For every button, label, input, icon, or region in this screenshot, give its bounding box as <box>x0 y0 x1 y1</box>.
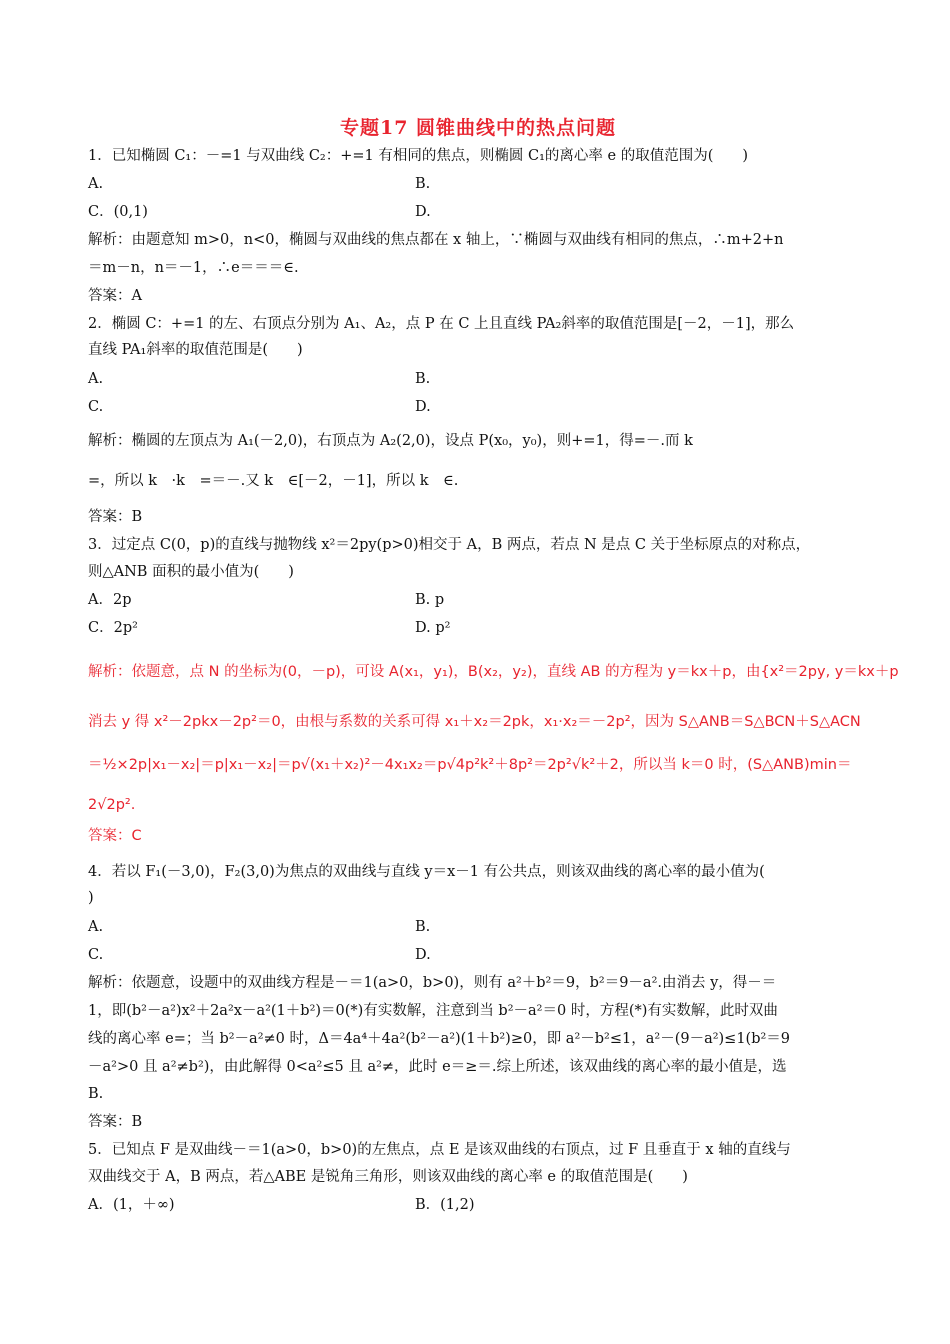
text-line-q3ans: 答案：C <box>88 828 142 844</box>
text-line-q1b: B. <box>415 176 431 192</box>
text-line-q4: 4．若以 F₁(－3,0)，F₂(3,0)为焦点的双曲线与直线 y＝x－1 有公共点，则该双曲线的离心率的最小值为( <box>88 864 765 880</box>
text-line-q1ans: 答案：A <box>88 288 142 304</box>
text-line-q3: 3．过定点 C(0，p)的直线与抛物线 x²＝2py(p>0)相交于 A，B 两点，若点 N 是点 C 关于坐标原点的对称点， <box>88 537 811 553</box>
text-line-q5: 5．已知点 F 是双曲线－＝1(a>0，b>0)的左焦点，点 E 是该双曲线的右顶点，过 F 且垂直于 x 轴的直线与 <box>88 1142 791 1158</box>
text-line-q4s5: B. <box>88 1086 104 1102</box>
text-line-q2d: D. <box>415 399 431 415</box>
text-line-q3d: D. p² <box>415 620 451 636</box>
text-line-q4s3: 线的离心率 e=；当 b²－a²≠0 时，Δ＝4a⁴＋4a²(b²－a²)(1＋b²)≥0，即 a²－b²≤1，a²－(9－a²)≤1(b²＝9 <box>88 1031 791 1047</box>
text-line-q2s1: 解析：椭圆的左顶点为 A₁(－2,0)，右顶点为 A₂(2,0)，设点 P(x₀，y₀)，则+=1，得=－.而 k <box>88 433 693 449</box>
text-line-q2ans: 答案：B <box>88 509 143 525</box>
text-line-q4d: D. <box>415 947 431 963</box>
text-line-q2s2: =，所以 k ·k =＝－.又 k ∈[－2，－1]，所以 k ∈. <box>88 473 459 489</box>
text-line-q2bb: B. <box>415 371 431 387</box>
text-line-q4s1: 解析：依题意，设题中的双曲线方程是－＝1(a>0，b>0)，则有 a²＋b²＝9，b²＝9－a².由消去 y，得－＝ <box>88 975 777 991</box>
text-line-q3bb: B. p <box>415 592 445 608</box>
text-line-q4s2: 1，即(b²－a²)x²＋2a²x－a²(1＋b²)＝0(*)有实数解，注意到当 b²－a²＝0 时，方程(*)有实数解，此时双曲 <box>88 1003 778 1019</box>
text-line-q3c: C．2p² <box>88 620 138 636</box>
text-line-q4c: C. <box>88 947 104 963</box>
text-line-q1a: A. <box>88 176 104 192</box>
text-line-q2a: A. <box>88 371 104 387</box>
text-line-q2b: 直线 PA₁斜率的取值范围是( ) <box>88 342 303 358</box>
text-line-q1s2: ＝m－n，n＝－1，∴e＝＝＝∈. <box>88 260 299 276</box>
text-line-q1s1: 解析：由题意知 m>0，n<0，椭圆与双曲线的焦点都在 x 轴上，∵椭圆与双曲线有相同的焦点，∴m+2+n <box>88 232 784 248</box>
text-line-q4s4: －a²>0 且 a²≠b²)，由此解得 0<a²≤5 且 a²≠，此时 e＝≥＝.综上所述，该双曲线的离心率的最小值是，选 <box>88 1059 787 1075</box>
text-line-q3s3: ＝½×2p|x₁－x₂|＝p|x₁－x₂|＝p√(x₁＋x₂)²－4x₁x₂＝p√4p²k²＋8p²＝2p²√k²＋2，所以当 k＝0 时，(S△ANB)min＝ <box>88 757 852 773</box>
text-line-q1: 1．已知椭圆 C₁：－=1 与双曲线 C₂：+=1 有相同的焦点，则椭圆 C₁的离心率 e 的取值范围为( ) <box>88 148 749 164</box>
text-line-q5b: 双曲线交于 A，B 两点，若△ABE 是锐角三角形，则该双曲线的离心率 e 的取值范围是( ) <box>88 1169 688 1185</box>
text-line-q2c: C. <box>88 399 104 415</box>
text-line-q4a: A. <box>88 919 104 935</box>
text-line-q4ans: 答案：B <box>88 1114 143 1130</box>
page-title: 专题17 圆锥曲线中的热点问题 <box>339 117 617 139</box>
text-line-q3s2: 消去 y 得 x²－2pkx－2p²＝0，由根与系数的关系可得 x₁＋x₂＝2pk，x₁·x₂＝－2p²，因为 S△ANB＝S△BCN＋S△ACN <box>88 714 861 730</box>
text-line-q3b: 则△ANB 面积的最小值为( ) <box>88 564 294 580</box>
text-line-q4b: ) <box>88 890 94 906</box>
text-line-q1d: D. <box>415 204 431 220</box>
text-line-q1c: C．(0,1) <box>88 204 148 220</box>
text-line-q5a: A．(1，＋∞) <box>88 1197 175 1213</box>
text-line-q3a: A．2p <box>88 592 132 608</box>
text-line-q4bb: B. <box>415 919 431 935</box>
text-line-q3s1: 解析：依题意，点 N 的坐标为(0，－p)，可设 A(x₁，y₁)，B(x₂，y₂)，直线 AB 的方程为 y＝kx＋p，由{x²＝2py, y＝kx＋p <box>88 664 899 680</box>
text-line-q3s4: 2√2p². <box>88 797 136 813</box>
text-line-q2: 2．椭圆 C：+=1 的左、右顶点分别为 A₁、A₂，点 P 在 C 上且直线 PA₂斜率的取值范围是[－2，－1]，那么 <box>88 316 795 332</box>
text-line-q5bb: B．(1,2) <box>415 1197 475 1213</box>
